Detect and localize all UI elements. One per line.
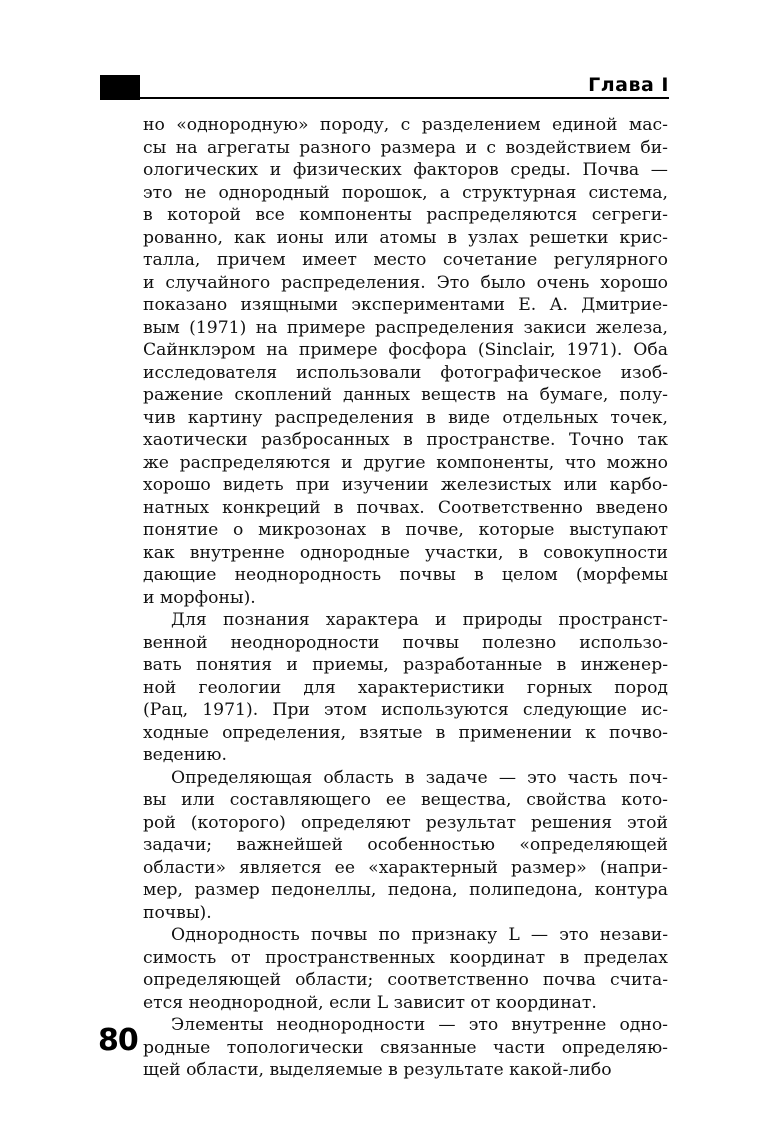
text-line: щей области, выделяемые в результате какой-либо (143, 1060, 612, 1080)
text-line: хорошо видеть при изучении железистых или карбо- (143, 475, 668, 495)
text-line: ходные определения, взятые в применении к почво- (143, 722, 668, 743)
text-line: ологических и физических факторов среды. Почва — (143, 160, 668, 180)
text-line: в которой все компоненты распределяются сегреги- (143, 205, 668, 225)
text-line: рой (которого) определяют результат решения этой (143, 812, 668, 833)
text-line: и случайного распределения. Это было очень хорошо (143, 272, 668, 293)
text-line: ражение скоплений данных веществ на бумаге, полу- (143, 385, 668, 405)
text-line: родные топологически связанные части определяю- (143, 1037, 668, 1058)
text-line: дающие неоднородность почвы в целом (морфемы (143, 565, 668, 585)
text-line: Элементы неоднородности — это внутренне одно- (171, 1015, 668, 1035)
chapter-title: Глава I (588, 74, 669, 96)
paragraph (143, 767, 668, 925)
paragraph (143, 924, 668, 1014)
text-line: вать понятия и приемы, разработанные в инженер- (143, 655, 668, 675)
text-line: определяющей области; соответственно почва счита- (143, 970, 668, 990)
text-line: хаотически разбросанных в пространстве. Точно так (143, 430, 668, 450)
text-line: талла, причем имеет место сочетание регулярного (143, 250, 668, 270)
text-line: задачи; важнейшей особенностью «определяющей (143, 835, 668, 855)
text-line: сы на агрегаты разного размера и с воздействием би- (143, 137, 668, 158)
text-line: же распределяются и другие компоненты, что можно (143, 452, 668, 473)
text-line: мер, размер педонеллы, педона, полипедона, контура (143, 880, 668, 900)
text-line: и морфоны). (143, 587, 256, 608)
page-number: 80 (98, 1023, 138, 1058)
body-text (143, 114, 668, 1082)
text-line: чив картину распределения в виде отдельных точек, (143, 407, 668, 428)
text-line: рованно, как ионы или атомы в узлах решетки крис- (143, 227, 668, 248)
text-line: вы или составляющего ее вещества, свойства кото- (143, 790, 668, 810)
text-line: Для познания характера и природы пространст- (171, 610, 668, 630)
text-line: венной неоднородности почвы полезно использо- (143, 632, 668, 653)
text-line: области» является ее «характерный размер» (напри- (143, 857, 668, 878)
text-line: ется неоднородной, если L зависит от координат. (143, 992, 597, 1013)
text-line: Сайнклэром на примере фосфора (Sinclair, 1971). Оба (143, 340, 668, 360)
text-line: это не однородный порошок, а структурная система, (143, 182, 668, 203)
text-line: показано изящными экспериментами Е. А. Дмитрие- (143, 295, 668, 315)
text-line: понятие о микрозонах в почве, которые выступают (143, 520, 668, 540)
paragraph (143, 609, 668, 767)
text-line: исследователя использовали фотографическое изоб- (143, 362, 668, 383)
text-line: но «однородную» породу, с разделением единой мас- (143, 115, 668, 135)
text-line: Однородность почвы по признаку L — это незави- (171, 925, 668, 945)
text-line: симость от пространственных координат в пределах (143, 947, 668, 968)
paragraph (143, 1014, 668, 1082)
text-line: ведению. (143, 745, 227, 765)
text-line: почвы). (143, 902, 212, 923)
text-line: ной геологии для характеристики горных пород (143, 677, 668, 698)
text-line: вым (1971) на примере распределения закиси железа, (143, 317, 668, 338)
text-line: Определяющая область в задаче — это часть поч- (171, 767, 668, 788)
text-line: как внутренне однородные участки, в совокупности (143, 542, 668, 563)
text-line: натных конкреций в почвах. Соответственно введено (143, 497, 668, 518)
paragraph (143, 114, 668, 609)
header-rule (100, 97, 669, 99)
text-line: (Рац, 1971). При этом используются следующие ис- (143, 700, 668, 720)
